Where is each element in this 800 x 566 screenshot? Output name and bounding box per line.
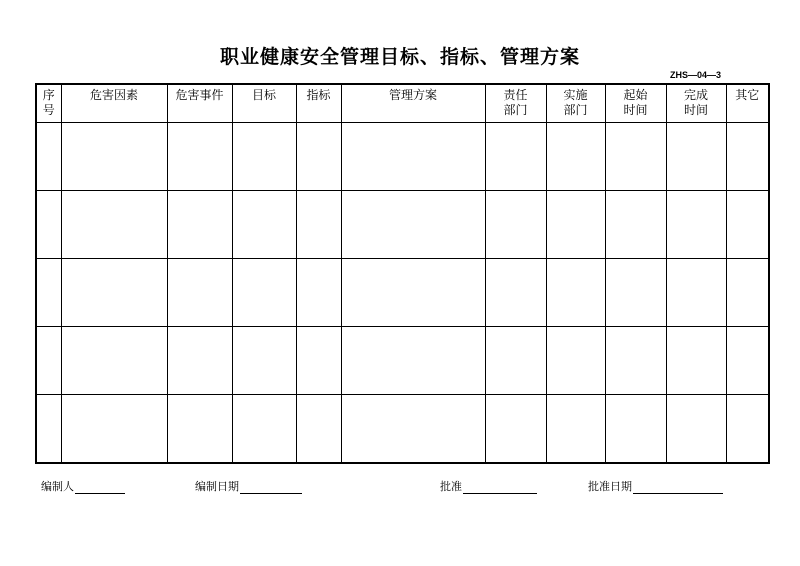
table-cell[interactable] [167,395,232,463]
prepared-date-field[interactable] [195,478,302,494]
table-cell[interactable] [546,327,605,395]
header-cell-hazard-factor: 危害因素 [61,84,167,123]
table-cell[interactable] [546,395,605,463]
table-cell[interactable] [232,327,296,395]
approved-by-label: 批准 [440,480,462,493]
table-cell[interactable] [485,123,546,191]
header-cell-implementing-dept: 实施 部门 [546,84,605,123]
table-cell[interactable] [666,191,726,259]
table-cell[interactable] [485,395,546,463]
table-cell[interactable] [485,259,546,327]
approved-date-label: 批准日期 [588,480,632,493]
table-cell[interactable] [232,191,296,259]
header-cell-start-time: 起始 时间 [605,84,666,123]
table-cell[interactable] [546,259,605,327]
header-cell-seq: 序 号 [36,84,61,123]
table-cell[interactable] [61,191,167,259]
table-cell[interactable] [61,395,167,463]
header-cell-responsible-dept: 责任 部门 [485,84,546,123]
table-cell[interactable] [167,259,232,327]
table-cell[interactable] [726,191,769,259]
header-row [36,84,769,123]
table-cell[interactable] [296,123,341,191]
table-cell[interactable] [605,259,666,327]
table-cell[interactable] [296,395,341,463]
table-cell[interactable] [605,395,666,463]
table-cell[interactable] [61,123,167,191]
header-cell-target: 目标 [232,84,296,123]
header-cell-indicator: 指标 [296,84,341,123]
prepared-date-label: 编制日期 [195,480,239,493]
table-cell[interactable] [341,259,485,327]
signature-footer [0,478,800,498]
prepared-date-line [240,482,302,494]
table-row [36,259,769,327]
table-cell[interactable] [666,395,726,463]
prepared-by-label: 编制人 [41,480,74,493]
table-cell[interactable] [61,327,167,395]
table-cell[interactable] [36,395,61,463]
table-cell[interactable] [167,123,232,191]
table-cell[interactable] [605,191,666,259]
table-cell[interactable] [666,327,726,395]
table-cell[interactable] [36,259,61,327]
table-cell[interactable] [36,327,61,395]
table-cell[interactable] [296,259,341,327]
table-cell[interactable] [666,123,726,191]
table-cell[interactable] [167,191,232,259]
table-cell[interactable] [296,327,341,395]
header-cell-finish-time: 完成 时间 [666,84,726,123]
table-cell[interactable] [232,123,296,191]
table-cell[interactable] [605,123,666,191]
target-plan-table [35,83,770,464]
table-cell[interactable] [726,327,769,395]
form-title: 职业健康安全管理目标、指标、管理方案 [219,46,580,68]
table-cell[interactable] [605,327,666,395]
header-cell-management-plan: 管理方案 [341,84,485,123]
table-row [36,191,769,259]
table-body [36,123,769,463]
table-cell[interactable] [36,191,61,259]
approved-by-field[interactable] [440,478,537,494]
table-row [36,123,769,191]
table-cell[interactable] [726,123,769,191]
approved-date-field[interactable] [588,478,723,494]
table-cell[interactable] [485,191,546,259]
table-cell[interactable] [167,327,232,395]
approved-date-line [633,482,723,494]
table-cell[interactable] [485,327,546,395]
table-cell[interactable] [341,123,485,191]
table-cell[interactable] [36,123,61,191]
table-row [36,327,769,395]
table-cell[interactable] [726,395,769,463]
approved-by-line [463,482,537,494]
table-cell[interactable] [546,123,605,191]
table-cell[interactable] [341,191,485,259]
table-cell[interactable] [341,327,485,395]
document-code: ZHS—04—3 [670,70,722,80]
table-row [36,395,769,463]
table-cell[interactable] [296,191,341,259]
prepared-by-line [75,482,125,494]
table-cell[interactable] [232,395,296,463]
table-cell[interactable] [546,191,605,259]
header-cell-other: 其它 [726,84,769,123]
table-cell[interactable] [341,395,485,463]
header-cell-hazard-event: 危害事件 [167,84,232,123]
prepared-by-field[interactable] [41,478,125,494]
table-cell[interactable] [726,259,769,327]
table-cell[interactable] [232,259,296,327]
table-cell[interactable] [61,259,167,327]
table-cell[interactable] [666,259,726,327]
